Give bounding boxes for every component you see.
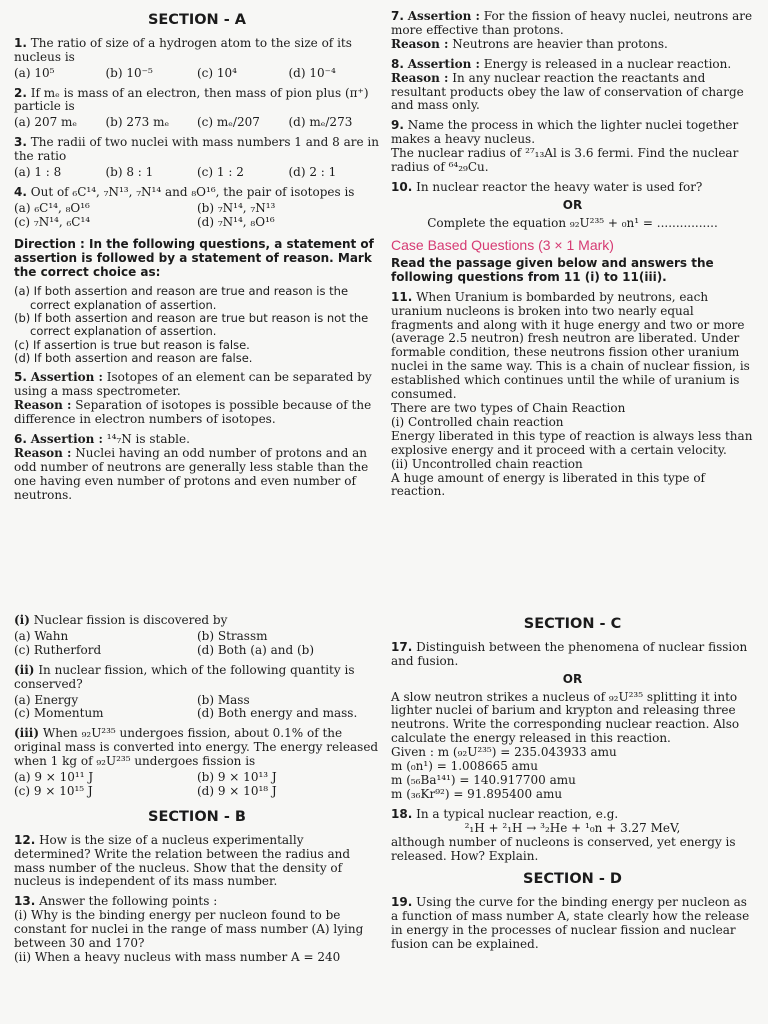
- question-18-text-2: although number of nucleons is conserved, yet energy is released. How? Explain.: [391, 834, 736, 863]
- option: (d) mₑ/273: [288, 115, 353, 130]
- passage-line: (i) Controlled chain reaction: [391, 414, 564, 429]
- option: (b) 8 : 1: [105, 165, 154, 180]
- question-1-text: The ratio of size of a hydrogen atom to the size of its nucleus is: [14, 35, 352, 64]
- question-4-options: [14, 202, 380, 230]
- assertion-label: Assertion :: [30, 432, 103, 446]
- reason-text: Nuclei having an odd number of protons and an odd number of neutrons are generally less stable than the one having even number of protons and even number of neutrons.: [14, 445, 369, 502]
- or-label: OR: [562, 197, 583, 212]
- assertion-label: Assertion :: [30, 370, 103, 385]
- question-19-text: Using the curve for the binding energy per nucleon as a function of mass number A, state clearly how the release in energy in the processes of nuclear fission and nuclear fusion can be explained.: [391, 895, 750, 951]
- left-column: [14, 10, 380, 509]
- question-12-text: How is the size of a nucleus experimentally determined? Write the relation between the radius and mass number of the nucleus. Show that the density of nucleus is independent of its mass number.: [14, 832, 351, 889]
- option: (c) 9 × 10¹⁵ J: [14, 783, 93, 798]
- passage-line: Energy liberated in this type of reaction is always less than explosive energy and it proceed with a certain velocity.: [391, 428, 753, 457]
- question-13-text: Answer the following points :: [39, 894, 218, 909]
- given-line: m (₀n¹) = 1.008665 amu: [391, 759, 538, 774]
- question-9-text-2: The nuclear radius of ²⁷₁₃Al is 3.6 fermi. Find the nuclear radius of ⁶⁴₂₉Cu.: [391, 146, 739, 175]
- or-label: OR: [562, 671, 583, 686]
- reaction-equation: ²₁H + ²₁H → ³₂He + ¹₀n + 3.27 MeV,: [464, 820, 681, 835]
- question-8: 8. Assertion : Energy is released in a nuclear reaction. Reason : In any nuclear reaction the reactants and resultant products obey the law of conservation of charge and mass only.: [391, 56, 744, 113]
- question-1: 1. The ratio of size of a hydrogen atom to the size of its nucleus is (a) 10⁵ (b) 10⁻⁵ (c) 10⁴ (d) 10⁻⁴: [14, 37, 380, 81]
- sub-question-text: Nuclear fission is discovered by: [33, 613, 228, 627]
- sub-question-iii: (iii) When ₉₂U²³⁵ undergoes fission, about 0.1% of the original mass is converted into energy. The energy released when 1 kg of ₉₂U²³⁵ undergoes fission is (a) 9 × 10¹¹ J (b) 9 × 10¹³ J (c) 9 × 10¹⁵ J (d) 9 × 10¹⁸ J: [14, 726, 379, 798]
- direction-option: (b) If both assertion and reason are true but reason is not the correct explanation of assertion.: [14, 311, 369, 339]
- question-9: 9. Name the process in which the lighter nuclei together makes a heavy nucleus. The nuclear radius of ²⁷₁₃Al is 3.6 fermi. Find the nuclear radius of ⁶⁴₂₉Cu.: [391, 118, 739, 175]
- question-17: 17. Distinguish between the phenomena of nuclear fission and fusion. OR A slow neutron strikes a nucleus of ₉₂U²³⁵ splitting it into lighter nuclei of barium and krypton and releasing three neutrons. Write the corresponding nuclear reaction. Also calculate the energy released in this reaction. Given : m (₉₂U²³⁵) = 235.043933 amu m (₀n¹) = 1.008665 amu m (₅₆Ba¹⁴¹) = 140.917700 amu m (₃₆Kr⁹²) = 91.895400 amu: [391, 641, 754, 802]
- sub-question-ii: (ii) In nuclear fission, which of the following quantity is conserved? (a) Energy (b) Mass (c) Momentum (d) Both energy and mass.: [14, 664, 380, 722]
- question-7: 7. Assertion : For the fission of heavy nuclei, neutrons are more effective than protons. Reason : Neutrons are heavier than protons.: [391, 9, 753, 51]
- direction-options: [14, 285, 380, 365]
- sub-question-options: [14, 630, 380, 658]
- option: (a) Energy: [14, 692, 79, 707]
- question-18: 18. In a typical nuclear reaction, e.g. ²₁H + ²₁H → ³₂He + ¹₀n + 3.27 MeV, although number of nucleons is conserved, yet energy is released. How? Explain.: [391, 808, 754, 864]
- given-line: Given : m (₉₂U²³⁵) = 235.043933 amu: [391, 745, 617, 760]
- question-17-text: Distinguish between the phenomena of nuclear fission and fusion.: [391, 639, 748, 668]
- reason-label: Reason :: [14, 445, 72, 460]
- question-10: 10. In nuclear reactor the heavy water is used for? OR Complete the equation ₉₂U²³⁵ + ₀n¹ = ................: [391, 181, 754, 231]
- sub-question-i: (i) Nuclear fission is discovered by (a) Wahn (b) Strassm (c) Rutherford (d) Both (a) and (b): [14, 614, 380, 658]
- passage-line: (ii) Uncontrolled chain reaction: [391, 456, 583, 471]
- option: (c) ₇N¹⁴, ₆C¹⁴: [14, 214, 91, 229]
- option: (a) Wahn: [14, 628, 69, 643]
- given-line: m (₅₆Ba¹⁴¹) = 140.917700 amu: [391, 772, 576, 787]
- question-10-text: In nuclear reactor the heavy water is used for?: [416, 179, 703, 194]
- assertion-label: Assertion :: [407, 9, 480, 23]
- question-6: 6. Assertion : ¹⁴₇N is stable. Reason : Nuclei having an odd number of protons and an odd number of neutrons are generally less stable than the one having even number of protons and even number of neutrons.: [14, 432, 369, 502]
- question-19: 19. Using the curve for the binding energy per nucleon as a function of mass number A, state clearly how the release in energy in the processes of nuclear fission and nuclear fusion can be explained.: [391, 895, 750, 951]
- option: (a) 1 : 8: [14, 165, 62, 180]
- question-12: 12. How is the size of a nucleus experimentally determined? Write the relation between the radius and mass number of the nucleus. Show that the density of nucleus is independent of its mass number.: [14, 832, 351, 889]
- question-18-text: In a typical nuclear reaction, e.g.: [416, 806, 619, 821]
- bottom-right-column: [391, 614, 754, 958]
- option: (a) 10⁵: [14, 65, 55, 80]
- assertion-text: Isotopes of an element can be separated by using a mass spectrometer.: [14, 370, 372, 399]
- question-3: 3. The radii of two nuclei with mass numbers 1 and 8 are in the ratio (a) 1 : 8 (b) 8 : 1 (c) 1 : 2 (d) 2 : 1: [14, 135, 379, 180]
- direction-option: (d) If both assertion and reason are false.: [14, 351, 253, 366]
- option: (d) 10⁻⁴: [288, 65, 336, 80]
- option: (a) 9 × 10¹¹ J: [14, 770, 94, 785]
- sub-question-text: When ₉₂U²³⁵ undergoes fission, about 0.1% of the original mass is converted into energy. The energy released when 1 kg of ₉₂U²³⁵ undergoes fission is: [14, 726, 379, 769]
- case-based-title: Case Based Questions (3 × 1 Mark): [391, 236, 614, 253]
- option: (b) ₇N¹⁴, ₇N¹³: [197, 200, 276, 215]
- reason-text: Separation of isotopes is possible because of the difference in electron numbers of isotopes.: [14, 398, 372, 427]
- question-9-text: Name the process in which the lighter nuclei together makes a heavy nucleus.: [391, 118, 739, 147]
- question-10-alt: Complete the equation ₉₂U²³⁵ + ₀n¹ = ................: [427, 215, 718, 230]
- sub-question-options: [14, 771, 380, 799]
- direction-option: (c) If assertion is true but reason is false.: [14, 337, 250, 352]
- option: (c) mₑ/207: [197, 115, 260, 130]
- option: (b) 273 mₑ: [105, 115, 170, 130]
- question-13-part-i: (i) Why is the binding energy per nucleon found to be constant for nuclei in the range of mass number (A) lying between 30 and 170?: [14, 908, 364, 951]
- question-5: 5. Assertion : Isotopes of an element can be separated by using a mass spectrometer. Reason : Separation of isotopes is possible because of the difference in electron numbers of isotopes.: [14, 370, 372, 427]
- option: (b) 9 × 10¹³ J: [197, 770, 277, 785]
- option: (c) Rutherford: [14, 642, 102, 657]
- option: (a) 207 mₑ: [14, 115, 78, 130]
- option: (b) Mass: [197, 692, 250, 707]
- question-4-text: Out of ₆C¹⁴, ₇N¹³, ₇N¹⁴ and ₈O¹⁶, the pair of isotopes is: [30, 184, 355, 199]
- option: (d) Both energy and mass.: [197, 706, 358, 721]
- reason-label: Reason :: [14, 398, 72, 413]
- assertion-text: Energy is released in a nuclear reaction.: [479, 56, 732, 71]
- section-d-title: SECTION - D: [523, 871, 622, 888]
- sub-question-options: [14, 694, 380, 722]
- section-a-title: SECTION - A: [147, 12, 247, 28]
- option: (d) 2 : 1: [288, 165, 337, 180]
- direction-option: (a) If both assertion and reason are true and reason is the correct explanation of assertion.: [14, 284, 349, 312]
- reason-label: Reason :: [391, 70, 449, 85]
- option: (a) ₆C¹⁴, ₈O¹⁶: [14, 200, 90, 215]
- bottom-left-column: [14, 614, 380, 971]
- assertion-text: For the fission of heavy nuclei, neutrons are more effective than protons.: [391, 9, 753, 37]
- given-line: m (₃₆Kr⁹²) = 91.895400 amu: [391, 786, 563, 801]
- passage-line: A huge amount of energy is liberated in this type of reaction.: [391, 470, 705, 499]
- question-13: 13. Answer the following points : (i) Why is the binding energy per nucleon found to be constant for nuclei in the range of mass number (A) lying between 30 and 170? (ii) When a heavy nucleus with mass number A = 240: [14, 895, 380, 965]
- option: (d) 9 × 10¹⁸ J: [197, 783, 277, 798]
- case-intro: Read the passage given below and answers the following questions from 11 (i) to 11(iii).: [391, 255, 714, 284]
- question-17-alt: A slow neutron strikes a nucleus of ₉₂U²³⁵ splitting it into lighter nuclei of barium and krypton and releasing three neutrons. Write the corresponding nuclear reaction. Also calculate the energy released in this reaction.: [391, 689, 740, 746]
- section-c-title: SECTION - C: [523, 616, 622, 632]
- question-3-text: The radii of two nuclei with mass numbers 1 and 8 are in the ratio: [14, 135, 379, 164]
- option: (b) Strassm: [197, 628, 268, 643]
- option: (d) ₇N¹⁴, ₈O¹⁶: [197, 214, 275, 229]
- reason-label: Reason :: [391, 36, 449, 51]
- assertion-text: ¹⁴₇N is stable.: [102, 432, 190, 446]
- reason-text: Neutrons are heavier than protons.: [448, 36, 668, 51]
- question-4: 4. Out of ₆C¹⁴, ₇N¹³, ₇N¹⁴ and ₈O¹⁶, the pair of isotopes is (a) ₆C¹⁴, ₈O¹⁶ (b) ₇N¹⁴, ₇N¹³ (c) ₇N¹⁴, ₆C¹⁴ (d) ₇N¹⁴, ₈O¹⁶: [14, 186, 380, 230]
- option: (c) Momentum: [14, 706, 104, 721]
- question-11: 11. When Uranium is bombarded by neutrons, each uranium nucleons is broken into two nearly equal fragments and along with it huge energy and two or more (average 2.5 neutron) fresh neutron are liberated. Under formable condition, these neutrons fission other uranium nuclei in the same way. This is a chain of nuclear fission, is established which continues until the while of uranium is consumed. There are two types of Chain Reaction (i) Controlled chain reaction Energy liberated in this type of reaction is always less than explosive energy and it proceed with a certain velocity. (ii) Uncontrolled chain reaction A huge amount of energy is liberated in this type of reaction.: [391, 289, 753, 499]
- option: (c) 10⁴: [197, 65, 237, 80]
- passage-text: When Uranium is bombarded by neutrons, each uranium nucleons is broken into two nearly equal fragments and along with it huge energy and two or more (average 2.5 neutron) fresh neutron are liberated. Under formable condition, these neutrons fission other uranium nuclei in the same way. This is a chain of nuclear fission, is established which continues until the while of uranium is consumed.: [391, 289, 750, 402]
- question-2-text: If mₑ is mass of an electron, then mass of pion plus (π⁺) particle is: [14, 85, 369, 114]
- option: (b) 10⁻⁵: [105, 65, 153, 80]
- option: (d) Both (a) and (b): [197, 642, 315, 657]
- question-13-part-ii: (ii) When a heavy nucleus with mass number A = 240: [14, 949, 341, 964]
- option: (c) 1 : 2: [197, 165, 244, 180]
- question-3-options: [14, 166, 380, 180]
- passage-line: There are two types of Chain Reaction: [391, 400, 626, 415]
- question-1-options: [14, 67, 380, 81]
- direction-text: Direction : In the following questions, a statement of assertion is followed by a statement of reason. Mark the correct choice as:: [14, 236, 374, 279]
- question-2: 2. If mₑ is mass of an electron, then mass of pion plus (π⁺) particle is (a) 207 mₑ (b) 273 mₑ (c) mₑ/207 (d) mₑ/273: [14, 87, 380, 131]
- right-column: [391, 10, 754, 505]
- reason-text: In any nuclear reaction the reactants and resultant products obey the law of conservation of charge and mass only.: [391, 70, 744, 113]
- question-2-options: [14, 116, 380, 130]
- section-b-title: SECTION - B: [148, 808, 246, 825]
- assertion-label: Assertion :: [407, 56, 480, 71]
- sub-question-text: In nuclear fission, which of the following quantity is conserved?: [14, 662, 355, 691]
